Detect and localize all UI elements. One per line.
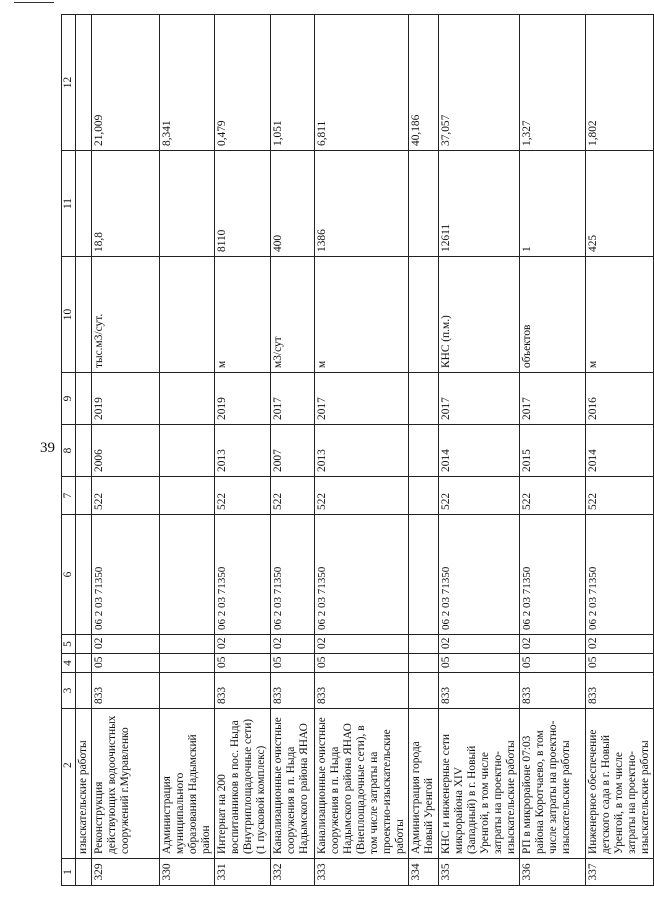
code-subsection: 02 <box>315 635 409 654</box>
table-row <box>215 15 271 886</box>
capacity-unit: м3/сут <box>271 257 315 373</box>
row-number: 336 <box>520 859 586 886</box>
code-type: 522 <box>271 477 315 515</box>
header-row <box>62 15 76 886</box>
capacity-value <box>160 151 215 257</box>
capacity-value: 12611 <box>439 151 520 257</box>
code-type: 522 <box>92 477 160 515</box>
row-number: 329 <box>92 859 160 886</box>
code-target: 06 2 03 71350 <box>586 515 654 635</box>
code-ministry: 833 <box>271 673 315 709</box>
table-row <box>439 15 520 886</box>
continuation-row <box>76 15 92 886</box>
code-section: 05 <box>439 654 520 673</box>
code-type: 522 <box>215 477 271 515</box>
code-section: 05 <box>315 654 409 673</box>
capacity-unit: м <box>586 257 654 373</box>
capacity-unit: объектов <box>520 257 586 373</box>
table-row <box>92 15 160 886</box>
code-subsection: 02 <box>215 635 271 654</box>
header-cell: 9 <box>62 373 76 425</box>
code-type: 522 <box>586 477 654 515</box>
code-target: 06 2 03 71350 <box>439 515 520 635</box>
code-type: 522 <box>439 477 520 515</box>
code-section: 05 <box>520 654 586 673</box>
code-target <box>160 515 215 635</box>
code-ministry: 833 <box>215 673 271 709</box>
year-start <box>409 425 439 477</box>
capacity-value: 400 <box>271 151 315 257</box>
amount: 40,186 <box>409 15 439 151</box>
table-row <box>586 15 654 886</box>
year-end: 2017 <box>271 373 315 425</box>
year-start: 2014 <box>439 425 520 477</box>
row-number: 337 <box>586 859 654 886</box>
continuation-text: изыскательские работы <box>76 709 92 859</box>
capacity-value: 1 <box>520 151 586 257</box>
year-end <box>160 373 215 425</box>
capacity-value: 425 <box>586 151 654 257</box>
amount: 8,341 <box>160 15 215 151</box>
header-cell: 4 <box>62 654 76 673</box>
table-row <box>315 15 409 886</box>
capacity-unit <box>160 257 215 373</box>
code-target: 06 2 03 71350 <box>215 515 271 635</box>
code-type <box>160 477 215 515</box>
object-name: Реконструкция действующих водоочистных сооружений г.Муравленко <box>92 709 160 859</box>
capacity-unit <box>409 257 439 373</box>
year-end <box>409 373 439 425</box>
code-ministry: 833 <box>92 673 160 709</box>
amount: 1,051 <box>271 15 315 151</box>
object-name: Интернат на 200 воспитанников в пос. Ныда (Внутриплощадочные сети) (1 пусковой комплекс) <box>215 709 271 859</box>
code-target: 06 2 03 71350 <box>520 515 586 635</box>
table-row <box>271 15 315 886</box>
code-section <box>409 654 439 673</box>
header-cell: 8 <box>62 425 76 477</box>
year-start: 2007 <box>271 425 315 477</box>
year-end: 2019 <box>215 373 271 425</box>
year-start: 2015 <box>520 425 586 477</box>
page-number: 39 <box>40 440 55 456</box>
header-cell: 3 <box>62 673 76 709</box>
code-target: 06 2 03 71350 <box>315 515 409 635</box>
code-section: 05 <box>215 654 271 673</box>
amount: 1,327 <box>520 15 586 151</box>
code-subsection: 02 <box>520 635 586 654</box>
table-row <box>520 15 586 886</box>
code-ministry <box>409 673 439 709</box>
year-end: 2019 <box>92 373 160 425</box>
code-target <box>409 515 439 635</box>
code-subsection: 02 <box>271 635 315 654</box>
row-number: 331 <box>215 859 271 886</box>
code-subsection <box>409 635 439 654</box>
amount: 6,811 <box>315 15 409 151</box>
row-number: 333 <box>315 859 409 886</box>
code-ministry: 833 <box>586 673 654 709</box>
header-cell: 6 <box>62 515 76 635</box>
code-type <box>409 477 439 515</box>
capacity-value <box>409 151 439 257</box>
capacity-value: 1386 <box>315 151 409 257</box>
year-start: 2013 <box>215 425 271 477</box>
row-number: 335 <box>439 859 520 886</box>
year-end: 2017 <box>439 373 520 425</box>
header-cell: 1 <box>62 859 76 886</box>
row-number: 330 <box>160 859 215 886</box>
object-name: Администрация муниципального образования Надымский район <box>160 709 215 859</box>
code-section: 05 <box>92 654 160 673</box>
row-number: 334 <box>409 859 439 886</box>
top-rule <box>14 2 54 3</box>
rotated-table-container <box>61 15 651 886</box>
year-end: 2017 <box>520 373 586 425</box>
capacity-value: 8110 <box>215 151 271 257</box>
table-row <box>409 15 439 886</box>
code-section: 05 <box>586 654 654 673</box>
object-name: КНС и инженерные сети микрорайона XIV (Западный) в г. Новый Уренгой, в том числе затраты на проектно-изыскательские работы <box>439 709 520 859</box>
object-name: РП в микрорайоне 07:03 района Коротчаево, в том числе затраты на проектно-изыскательские работы <box>520 709 586 859</box>
code-type: 522 <box>520 477 586 515</box>
object-name: Инженерное обеспечение детского сада в г. Новый Уренгой, в том числе затраты на проектно-изыскательские работы <box>586 709 654 859</box>
code-ministry: 833 <box>315 673 409 709</box>
code-subsection <box>160 635 215 654</box>
code-subsection: 02 <box>92 635 160 654</box>
code-subsection: 02 <box>439 635 520 654</box>
year-end: 2016 <box>586 373 654 425</box>
code-section: 05 <box>271 654 315 673</box>
code-ministry: 833 <box>520 673 586 709</box>
table-row <box>160 15 215 886</box>
capacity-value: 18,8 <box>92 151 160 257</box>
header-cell: 7 <box>62 477 76 515</box>
capacity-unit: тыс.м3/сут. <box>92 257 160 373</box>
header-cell: 12 <box>62 15 76 151</box>
object-name: Канализационные очистные сооружения в п. Ныда Надымского района ЯНАО <box>271 709 315 859</box>
object-name: Канализационные очистные сооружения в п. Ныда Надымского района ЯНАО (Внеплощадочные сети), в том числе затраты на проектно-изыскательские работы <box>315 709 409 859</box>
code-type: 522 <box>315 477 409 515</box>
capacity-unit: м <box>215 257 271 373</box>
year-start <box>160 425 215 477</box>
budget-table <box>61 14 654 886</box>
code-ministry <box>160 673 215 709</box>
year-start: 2014 <box>586 425 654 477</box>
code-section <box>160 654 215 673</box>
year-end: 2017 <box>315 373 409 425</box>
code-ministry: 833 <box>439 673 520 709</box>
object-name: Администрация города Новый Уренгой <box>409 709 439 859</box>
amount: 37,057 <box>439 15 520 151</box>
header-cell: 10 <box>62 257 76 373</box>
code-subsection: 02 <box>586 635 654 654</box>
capacity-unit: м <box>315 257 409 373</box>
header-cell: 5 <box>62 635 76 654</box>
amount: 1,802 <box>586 15 654 151</box>
year-start: 2013 <box>315 425 409 477</box>
header-cell: 11 <box>62 151 76 257</box>
table-body <box>62 15 654 886</box>
capacity-unit: КНС (п.м.) <box>439 257 520 373</box>
code-target: 06 2 03 71350 <box>92 515 160 635</box>
header-cell: 2 <box>62 709 76 859</box>
code-target: 06 2 03 71350 <box>271 515 315 635</box>
row-number: 332 <box>271 859 315 886</box>
year-start: 2006 <box>92 425 160 477</box>
amount: 21,009 <box>92 15 160 151</box>
amount: 0,479 <box>215 15 271 151</box>
